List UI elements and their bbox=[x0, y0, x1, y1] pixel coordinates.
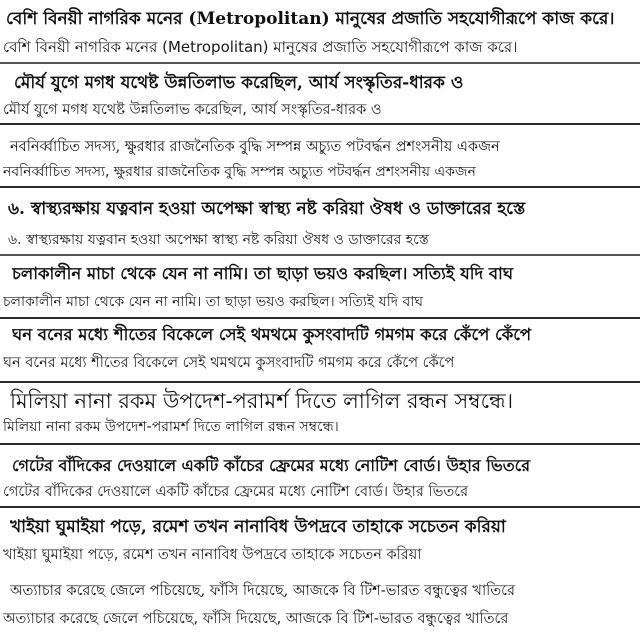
rendered-text-line-5: চলাকালীন মাচা থেকে যেন না নামি। তা ছাড়া ভয়ও করছিল। সত্যিই যদি বাঘ bbox=[3, 294, 424, 310]
rendered-text-line-3: নবনির্ব্বাচিত সদস্য, ক্ষুরধার রাজনৈতিক বুদ্ধি সম্পন্ন অচ্যুত পটবর্দ্ধন প্রশংসনীয় একজন bbox=[3, 164, 476, 180]
divider bbox=[0, 317, 640, 319]
rendered-text-line-1: বেশি বিনয়ী নাগরিক মনের (Metropolitan) মানুষের প্রজাতি সহযোগীরূপে কাজ করে। bbox=[3, 38, 518, 56]
printed-text-line-2: মৌর্য যুগে মগধ যথেষ্ট উন্নতিলাভ করেছিল, আর্য সংস্কৃতির-ধারক ও bbox=[14, 73, 464, 93]
printed-text-line-10: অত্যাচার করেছে জেলে পচিয়েছে, ফাঁসি দিয়েছে, আজকে বি টিশ-ভারত বন্ধুত্বের খাতিরে bbox=[10, 583, 515, 599]
printed-text-line-4: ৬. স্বাস্থ্যরক্ষায় যত্নবান হওয়া অপেক্ষা স্বাস্থ্য নষ্ট করিয়া ঔষধ ও ডাক্তারের হস্তে bbox=[8, 199, 526, 219]
divider bbox=[0, 186, 640, 188]
rendered-text-line-7: মিলিয়া নানা রকম উপদেশ-পরামর্শ দিতে লাগিল রন্ধন সম্বন্ধে। bbox=[3, 419, 339, 435]
printed-text-line-9: খাইয়া ঘুমাইয়া পড়ে, রমেশ তখন নানাবিধ উপদ্রবে তাহাকে সচেতন করিয়া bbox=[10, 517, 506, 537]
rendered-text-line-4: ৬. স্বাস্থ্যরক্ষায় যত্নবান হওয়া অপেক্ষা স্বাস্থ্য নষ্ট করিয়া ঔষধ ও ডাক্তারের হস্তে bbox=[8, 232, 429, 248]
divider bbox=[0, 443, 640, 445]
divider bbox=[0, 62, 640, 64]
printed-text-line-6: ঘন বনের মধ্যে শীতের বিকেলে সেই থমথমে কুসংবাদটি গমগম করে কেঁপে কেঁপে bbox=[12, 325, 532, 344]
printed-text-line-5: চলাকালীন মাচা থেকে যেন না নামি। তা ছাড়া ভয়ও করছিল। সত্যিই যদি বাঘ bbox=[12, 264, 514, 283]
rendered-text-line-8: গেটের বাঁদিকের দেওয়ালে একটি কাঁচের ফ্রেমের মধ্যে নোটিশ বোর্ড। উহার ভিতরে bbox=[3, 484, 469, 500]
printed-text-line-1: বেশি বিনয়ী নাগরিক মনের (Metropolitan) মানুষের প্রজাতি সহযোগীরূপে কাজ করে। bbox=[6, 9, 615, 29]
divider bbox=[0, 123, 640, 125]
printed-text-line-3: নবনির্ব্বাচিত সদস্য, ক্ষুরধার রাজনৈতিক বুদ্ধি সম্পন্ন অচ্যুত পটবর্দ্ধন প্রশংসনীয় একজন bbox=[10, 139, 500, 155]
divider bbox=[0, 381, 640, 383]
rendered-text-line-6: ঘন বনের মধ্যে শীতের বিকেলে সেই থমথমে কুসংবাদটি গমগম করে কেঁপে কেঁপে bbox=[3, 355, 455, 371]
rendered-text-line-9: খাইয়া ঘুমাইয়া পড়ে, রমেশ তখন নানাবিধ উপদ্রবে তাহাকে সচেতন করিয়া bbox=[3, 547, 422, 563]
rendered-text-line-10: অত্যাচার করেছে জেলে পচিয়েছে, ফাঁসি দিয়েছে, আজকে বি টিশ-ভারত বন্ধুত্বের খাতিরে bbox=[3, 611, 509, 627]
divider bbox=[0, 254, 640, 256]
rendered-text-line-2: মৌর্য যুগে মগধ যথেষ্ট উন্নতিলাভ করেছিল, আর্য সংস্কৃতির-ধারক ও bbox=[3, 102, 382, 118]
divider bbox=[0, 506, 640, 508]
printed-text-line-7: মিলিয়া নানা রকম উপদেশ-পরামর্শ দিতে লাগিল রন্ধন সম্বন্ধে। bbox=[10, 389, 514, 413]
printed-text-line-8: গেটের বাঁদিকের দেওয়ালে একটি কাঁচের ফ্রেমের মধ্যে নোটিশ বোর্ড। উহার ভিতরে bbox=[12, 456, 531, 475]
